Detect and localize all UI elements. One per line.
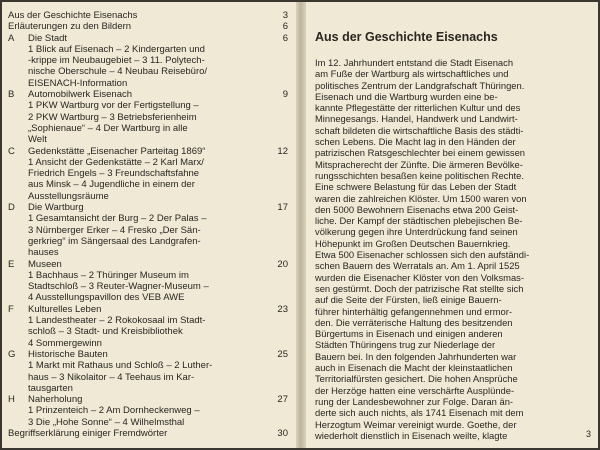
toc-section-heading <box>8 146 288 157</box>
toc-item-line: tausgarten <box>28 382 73 394</box>
article-line: Bauern bei. In den folgenden Jahrhunderten war <box>315 350 517 362</box>
toc-item-line: Welt <box>28 134 47 146</box>
toc-item-line: Friedrich Engels – 3 Freundschaftsfahne <box>28 168 200 180</box>
toc-entry-title: Erläuterungen zu den Bildern <box>8 21 132 33</box>
article-line: Minnegesangs. Handel, Handwerk und Landwirt- <box>315 113 518 125</box>
article-line: am Fuße der Wartburg als wirtschaftliches und <box>315 68 509 80</box>
toc-section-letter: F <box>8 303 14 315</box>
toc-section-title: Die Stadt <box>28 32 68 44</box>
toc-item-line: 1 Markt mit Rathaus und Schloß – 2 Luther- <box>28 360 213 372</box>
toc-section-title: Museen <box>28 258 62 270</box>
toc-entry-title: Aus der Geschichte Eisenachs <box>8 10 138 21</box>
article-line: Herzogtum Weimar vereinigt wurde. Goethe, der <box>315 418 517 430</box>
toc-item-line: Stadtschloß – 3 Reuter-Wagner-Museum – <box>28 281 209 293</box>
toc-section-heading <box>8 349 288 360</box>
toc-section-items <box>8 405 288 428</box>
toc-section-items <box>8 213 288 258</box>
toc-section-page: 25 <box>277 348 288 360</box>
article-line: liche. Der Kampf der städtischen plebejischen Be- <box>315 215 523 227</box>
toc-section-title: Naherholung <box>28 394 83 406</box>
article-line: Eine schwere Belastung für das Leben der Stadt <box>315 181 517 193</box>
toc-entry-title: Begriffserklärung einiger Fremdwörter <box>8 427 168 439</box>
toc-item-line: „Sophienaue“ – 4 Der Wartburg in alle <box>28 122 188 134</box>
toc-section-items <box>8 270 288 304</box>
toc-item-line: Ausstellungsräume <box>28 190 109 202</box>
toc-section-letter: C <box>8 145 15 157</box>
toc-section-title: Automobilwerk Eisenach <box>28 89 133 101</box>
article-line: Mitspracherecht der Zünfte. Die ärmeren Bevölke- <box>315 158 523 170</box>
toc-item-line: 4 Ausstellungspavillon des VEB AWE <box>28 292 185 304</box>
toc-item-line: EISENACH-Information <box>28 77 128 89</box>
article <box>315 30 585 441</box>
toc-item-line: schloß – 3 Stadt- und Kreisbibliothek <box>28 326 183 338</box>
toc-section-page: 20 <box>277 258 288 270</box>
toc-item-line: 3 Die „Hohe Sonne“ – 4 Wilhelmsthal <box>28 416 185 428</box>
article-line: völkerung gegen ihre Unterdrückung fand seinen <box>315 226 518 238</box>
toc-section-page: 9 <box>282 89 288 101</box>
article-line: derte sich auch nichts, als 1741 Eisenach mit dem <box>315 407 524 419</box>
toc-section-page: 27 <box>277 394 288 406</box>
toc-section-heading <box>8 89 288 100</box>
article-line: Städten Thüringens trug zur Niederlage der <box>315 339 496 351</box>
toc-item-line: 1 PKW Wartburg vor der Fertigstellung – <box>28 100 199 112</box>
toc-section-page: 23 <box>277 303 288 315</box>
article-line: sen gestürmt. Doch der patrizische Rat stellte sich <box>315 282 524 294</box>
article-line: waren die zahlreichen Klöster. Um 1500 waren von <box>315 192 527 204</box>
toc-entry-page: 30 <box>277 427 288 439</box>
toc-section-items <box>8 315 288 349</box>
article-line: auf die Seite der Fürsten, ließ einige Bauern- <box>315 294 502 306</box>
toc-section-heading <box>8 33 288 44</box>
toc-item-line: 4 Sommergewinn <box>28 337 102 349</box>
toc-section-letter: A <box>8 32 15 44</box>
toc-section-letter: E <box>8 258 15 270</box>
article-body <box>315 57 585 441</box>
article-line: wurden die Eisenacher Klöster von den Volksmas- <box>315 271 524 283</box>
toc-entry-page: 6 <box>282 21 288 33</box>
toc-section-heading <box>8 394 288 405</box>
toc-item-line: gerkrieg“ im Sängersaal des Landgrafen- <box>28 235 201 247</box>
toc-section-page: 6 <box>282 32 288 44</box>
article-line: schen Bauern des Werratals an. Am 1. April 1525 <box>315 260 520 272</box>
article-line: Territorialfürsten gesichert. Die hohen Ansprüche <box>315 373 518 385</box>
article-line: rung der Landesbewohner zur Folge. Daran än- <box>315 395 514 407</box>
toc-entry-glossary <box>8 428 288 439</box>
toc-entry <box>8 21 288 32</box>
article-line: den. Die verräterische Haltung des besitzenden <box>315 316 513 328</box>
toc-section-letter: G <box>8 348 16 360</box>
article-line: wiederholt dienstlich in Eisenach weilte, klagte <box>315 429 508 441</box>
toc-item-line: nische Oberschule – 4 Neubau Reisebüro/ <box>28 66 208 78</box>
article-line: den 5000 Bewohnern Eisenachs etwa 200 Geist- <box>315 203 519 215</box>
toc-item-line: aus Minsk – 4 Jugendliche in einem der <box>28 179 195 191</box>
article-line: Höhepunkt im Großen Deutschen Bauernkrieg. <box>315 237 511 249</box>
toc-section-page: 12 <box>277 145 288 157</box>
article-title: Aus der Geschichte Eisenachs <box>315 30 498 44</box>
toc-section-page: 17 <box>277 202 288 214</box>
article-line: politisches Zentrum der Landgrafschaft Thüringen. <box>315 79 525 91</box>
article-line: kannte Pflegestätte der ritterlichen Kultur und des <box>315 102 521 114</box>
toc-item-line: 1 Prinzenteich – 2 Am Dornheckenweg – <box>28 405 200 417</box>
article-line: Etwa 500 Eisenacher schlossen sich den aufständi- <box>315 249 530 261</box>
toc-item-line: -krippe im Neubaugebiet – 3 11. Polytech- <box>28 55 205 67</box>
booklet-spread <box>2 2 598 448</box>
article-line: schaft bildeten die wirtschaftliche Basis des städti- <box>315 124 524 136</box>
toc-entry-page: 3 <box>282 10 288 21</box>
toc-sections <box>8 33 288 428</box>
toc-section-items <box>8 44 288 89</box>
toc-item-line: 1 Gesamtansicht der Burg – 2 Der Palas – <box>28 213 207 225</box>
page-gutter <box>296 2 306 448</box>
toc-item-line: 1 Bachhaus – 2 Thüringer Museum im <box>28 269 189 281</box>
toc-section-letter: H <box>8 394 15 406</box>
toc-item-line: 1 Landestheater – 2 Rokokosaal im Stadt- <box>28 315 206 327</box>
toc-section-title: Gedenkstätte „Eisenacher Parteitag 1869“ <box>28 145 206 157</box>
article-line: patrizischen Ratsgeschlechter bei einem gewissen <box>315 147 526 159</box>
toc-item-line: 2 PKW Wartburg – 3 Betriebsferienheim <box>28 111 197 123</box>
toc-item-line: 3 Nürnberger Erker – 4 Fresko „Der Sän- <box>28 224 201 236</box>
toc-item-line: 1 Ansicht der Gedenkstätte – 2 Karl Marx/ <box>28 156 204 168</box>
toc-item-line: 1 Blick auf Eisenach – 2 Kindergarten und <box>28 43 205 55</box>
article-line: schen Lebens. Die Macht lag in den Händen der <box>315 136 516 148</box>
page-number: 3 <box>586 429 592 439</box>
toc-section-letter: B <box>8 89 15 101</box>
article-line: auch in Eisenach die Macht der kleinstaatlichen <box>315 362 513 374</box>
toc-section-title: Die Wartburg <box>28 202 84 214</box>
toc-section-items <box>8 100 288 145</box>
article-line: Bürgertums in Eisenach und einigen anderen <box>315 328 503 340</box>
toc-section-title: Historische Bauten <box>28 348 108 360</box>
toc-section-title: Kulturelles Leben <box>28 303 102 315</box>
toc-section-letter: D <box>8 202 15 214</box>
article-line: der Herzöge hatten eine verschärfte Ausplünde- <box>315 384 515 396</box>
table-of-contents <box>8 10 288 439</box>
toc-section-heading <box>8 202 288 213</box>
article-line: Eisenach und die Wartburg wurden eine be- <box>315 90 498 102</box>
toc-entry <box>8 10 288 21</box>
article-line: Im 12. Jahrhundert entstand die Stadt Eisenach <box>315 57 514 68</box>
toc-section-items <box>8 360 288 394</box>
article-line: führer hinterhältig gefangennehmen und ermor- <box>315 305 512 317</box>
toc-item-line: haus – 3 Nikolaitor – 4 Teehaus im Kar- <box>28 371 195 383</box>
toc-section-heading <box>8 259 288 270</box>
toc-section-items <box>8 157 288 202</box>
article-line: rungsschichten besaßen keine politischen Rechte. <box>315 169 524 181</box>
toc-section-heading <box>8 304 288 315</box>
toc-item-line: hauses <box>28 247 59 259</box>
